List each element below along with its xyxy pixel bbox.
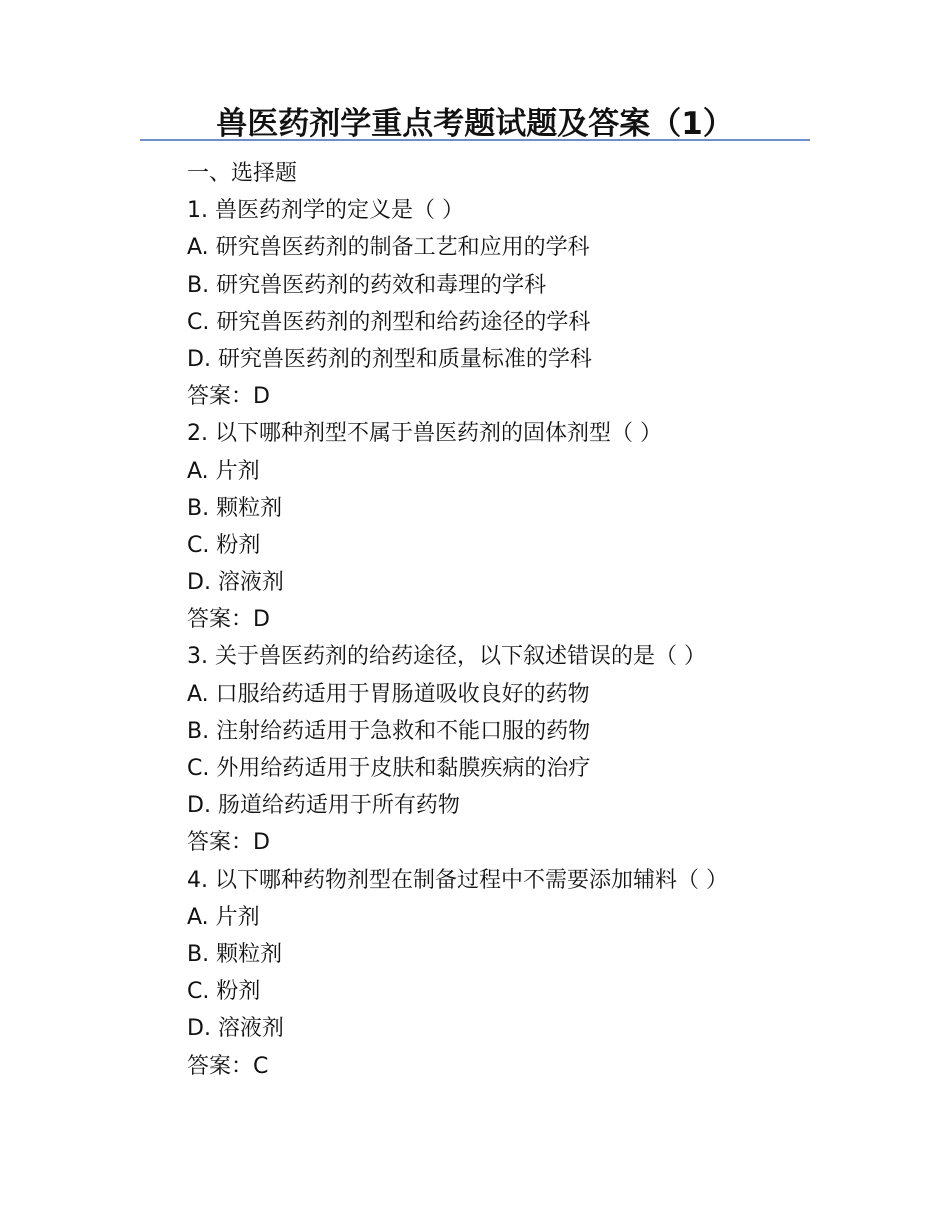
- option-d: D. 溶液剂: [187, 570, 284, 596]
- question-block-3: [187, 638, 827, 861]
- section-heading: 一、选择题: [187, 161, 298, 186]
- option-d: D. 肠道给药适用于所有药物: [187, 793, 460, 819]
- option-b: B. 颗粒剂: [187, 941, 283, 967]
- question-block-2: [187, 415, 827, 638]
- option-d: D. 溶液剂: [187, 1016, 284, 1042]
- document-body: [187, 155, 827, 1085]
- option-c: C. 外用给药适用于皮肤和黏膜疾病的治疗: [187, 756, 591, 781]
- question-block-4: [187, 862, 827, 1085]
- option-d: D. 研究兽医药剂的剂型和质量标准的学科: [187, 346, 592, 372]
- answer-line: 答案：D: [187, 830, 270, 856]
- question-stem: 1. 兽医药剂学的定义是（ ）: [187, 198, 464, 224]
- option-a: A. 片剂: [187, 458, 260, 484]
- option-c: C. 粉剂: [187, 979, 261, 1005]
- option-a: A. 研究兽医药剂的制备工艺和应用的学科: [187, 235, 590, 261]
- question-block-1: [187, 192, 827, 415]
- answer-line: 答案：C: [187, 1053, 269, 1079]
- document-title: 兽医药剂学重点考题试题及答案（1）: [216, 106, 734, 142]
- answer-line: 答案：D: [187, 607, 270, 633]
- option-b: B. 注射给药适用于急救和不能口服的药物: [187, 718, 591, 744]
- question-stem: 3. 关于兽医药剂的给药途径，以下叙述错误的是（ ）: [187, 644, 706, 670]
- option-a: A. 片剂: [187, 904, 260, 930]
- answer-line: 答案：D: [187, 384, 270, 410]
- option-b: B. 颗粒剂: [187, 495, 283, 521]
- title-underline: [140, 139, 810, 141]
- question-stem: 4. 以下哪种药物剂型在制备过程中不需要添加辅料（ ）: [187, 867, 728, 893]
- option-b: B. 研究兽医药剂的药效和毒理的学科: [187, 272, 547, 298]
- question-stem: 2. 以下哪种剂型不属于兽医药剂的固体剂型（ ）: [187, 421, 662, 447]
- option-c: C. 粉剂: [187, 532, 261, 558]
- option-a: A. 口服给药适用于胃肠道吸收良好的药物: [187, 681, 590, 707]
- option-c: C. 研究兽医药剂的剂型和给药途径的学科: [187, 309, 591, 335]
